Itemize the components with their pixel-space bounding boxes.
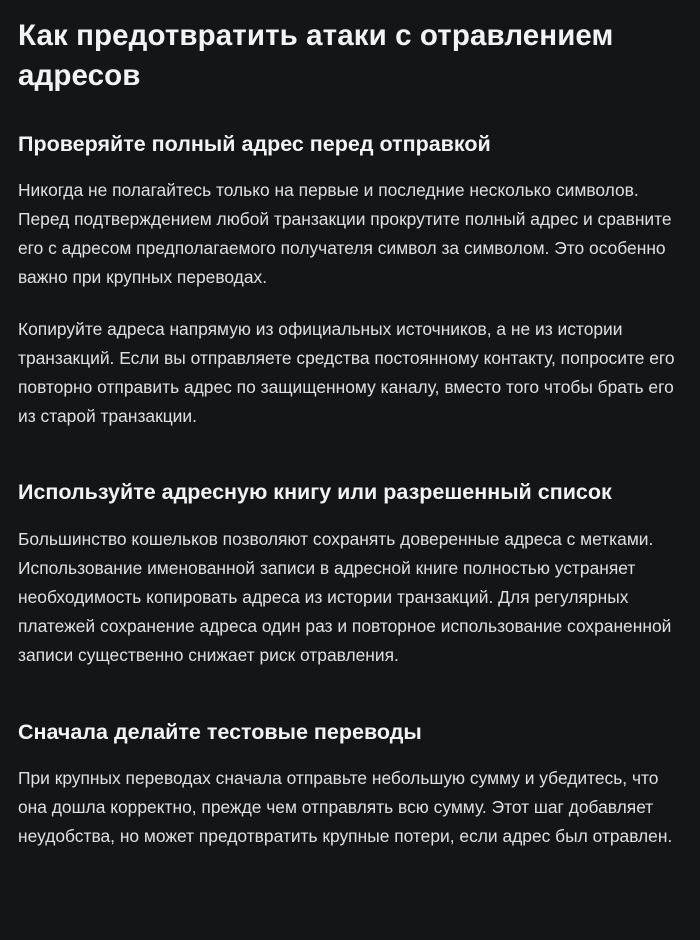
section-heading: Проверяйте полный адрес перед отправкой: [18, 132, 491, 156]
section-test-transfers: [18, 718, 682, 851]
section-paragraph: Большинство кошельков позволяют сохранять доверенные адреса с метками. Использование именованной записи в адресной книге полностью устраняет необходимость копировать адреса из истории транзакций. Для регулярных платежей сохранение адреса один раз и повторное использование сохраненной записи существенно снижает риск отравления.: [18, 529, 672, 665]
page-title: Как предотвратить атаки с отравлением адресов: [18, 19, 614, 92]
section-verify-address: [18, 130, 682, 431]
section-paragraph: Копируйте адреса напрямую из официальных источников, а не из истории транзакций. Если вы отправляете средства постоянному контакту, попросите его повторно отправить адрес по защищенному каналу, вместо того чтобы брать его из старой транзакции.: [18, 319, 675, 426]
section-heading: Используйте адресную книгу или разрешенный список: [18, 480, 612, 504]
section-heading: Сначала делайте тестовые переводы: [18, 720, 422, 744]
section-paragraph: Никогда не полагайтесь только на первые и последние несколько символов. Перед подтверждением любой транзакции прокрутите полный адрес и сравните его с адресом предполагаемого получателя символ за символом. Это особенно важно при крупных переводах.: [18, 180, 672, 287]
section-paragraph: При крупных переводах сначала отправьте небольшую сумму и убедитесь, что она дошла корректно, прежде чем отправлять всю сумму. Этот шаг добавляет неудобства, но может предотвратить крупные потери, если адрес был отравлен.: [18, 768, 673, 846]
section-address-book: [18, 478, 682, 670]
